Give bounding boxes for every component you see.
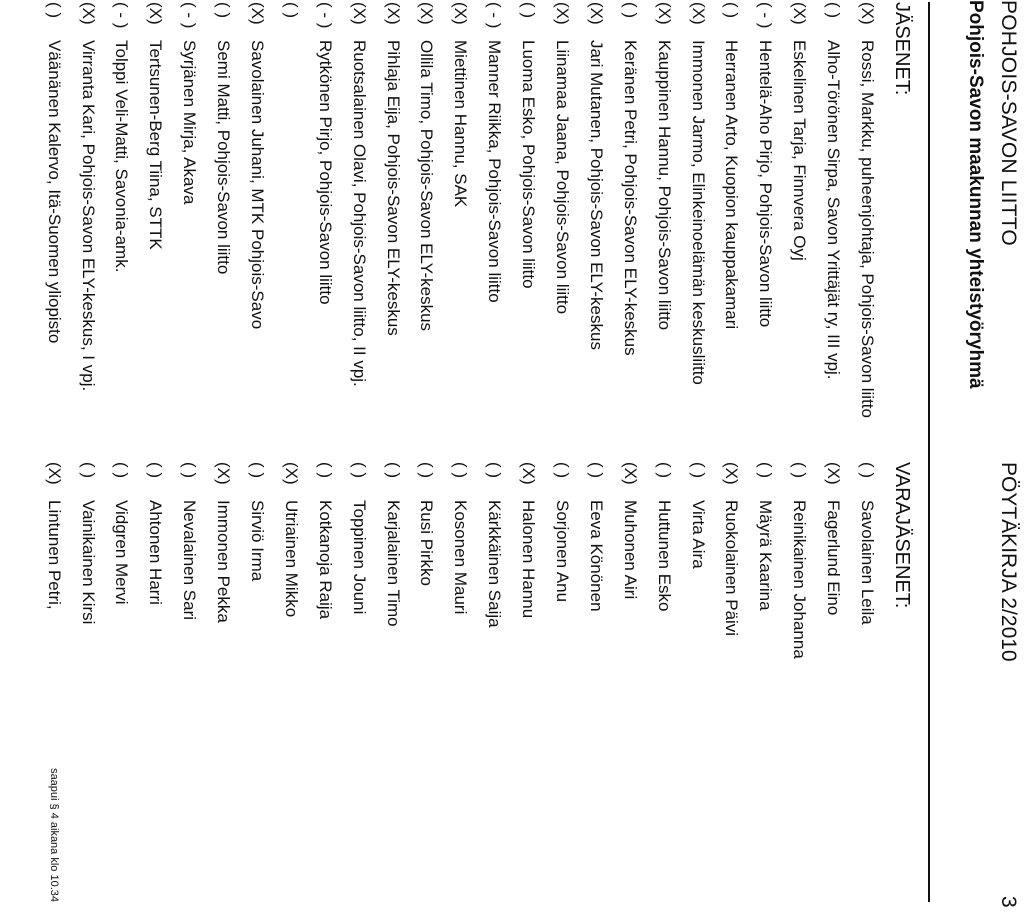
page-number: 3 bbox=[997, 896, 1020, 908]
person-name: Kotkanoja Raija bbox=[315, 500, 335, 620]
person-name: Rusi Pirkko bbox=[417, 500, 437, 586]
person-name: Karjalainen Timo bbox=[383, 500, 403, 627]
deputy-row bbox=[505, 462, 539, 902]
person-name: Fagerlund Eino bbox=[824, 500, 844, 616]
attendance-mark: (X) bbox=[688, 2, 708, 25]
attendance-mark: ( ) bbox=[214, 2, 234, 19]
attendance-mark: (X) bbox=[790, 2, 810, 25]
attendance-mark: (X) bbox=[824, 462, 844, 485]
attendance-mark: ( ) bbox=[586, 462, 606, 479]
attendance-mark: ( ) bbox=[756, 462, 776, 479]
member-row bbox=[99, 2, 133, 442]
person-name: Utriainen Mikko bbox=[281, 500, 301, 618]
member-row bbox=[132, 2, 166, 442]
person-name: Sorjonen Anu bbox=[552, 500, 572, 603]
attendance-mark: (X) bbox=[858, 2, 877, 25]
attendance-mark: (X) bbox=[722, 462, 742, 485]
deputy-row bbox=[132, 462, 166, 902]
deputy-row bbox=[437, 462, 471, 902]
attendance-mark: (X) bbox=[44, 462, 64, 485]
deputy-row bbox=[370, 462, 404, 902]
person-name: Hentelä-Aho Pirjo, Pohjois-Savon liitto bbox=[756, 40, 776, 328]
deputies-heading: VARAJÄSENET: bbox=[891, 462, 913, 609]
deputy-row bbox=[404, 462, 438, 902]
deputy-row bbox=[31, 462, 65, 902]
arrival-note: saapui § 4 aikana klo 10.34 bbox=[47, 768, 60, 902]
person-name: Semi Matti, Pohjois-Savon liitto bbox=[214, 40, 234, 275]
attendance-mark: (X) bbox=[214, 462, 234, 485]
person-name: Ruokolainen Päivi bbox=[722, 500, 742, 637]
deputy-row bbox=[99, 462, 133, 902]
deputy-row bbox=[200, 462, 234, 902]
attendance-mark: (X) bbox=[620, 462, 640, 485]
deputy-row bbox=[641, 462, 675, 902]
person-name: Savolainen Leila bbox=[858, 500, 877, 625]
attendance-mark: ( ) bbox=[790, 462, 810, 479]
deputy-row bbox=[471, 462, 505, 902]
person-name: Muhonen Airi bbox=[620, 500, 640, 600]
deputy-row bbox=[268, 462, 302, 902]
member-row bbox=[166, 2, 200, 442]
person-name: Kauppinen Hannu, Pohjois-Savon liitto bbox=[654, 40, 674, 331]
attendance-mark: (X) bbox=[519, 462, 539, 485]
member-row bbox=[302, 2, 336, 442]
deputy-row bbox=[573, 462, 607, 902]
attendance-mark: ( ) bbox=[78, 462, 98, 479]
member-row bbox=[709, 2, 743, 442]
deputy-row bbox=[607, 462, 641, 902]
person-name: Tertsunen-Berg Tiina, STTK bbox=[146, 40, 166, 250]
attendance-mark: ( ) bbox=[417, 462, 437, 479]
attendance-mark: ( ) bbox=[519, 2, 539, 19]
person-name: Lintunen Petri, bbox=[44, 500, 64, 610]
member-row bbox=[234, 2, 268, 442]
member-row bbox=[641, 2, 675, 442]
person-name: Kosonen Mauri bbox=[451, 500, 471, 615]
person-name: Jari Mutanen, Pohjois-Savon ELY-keskus bbox=[586, 40, 606, 350]
attendance-mark: ( ) bbox=[44, 2, 64, 19]
person-name: Huttunen Esko bbox=[654, 500, 674, 612]
person-name: Herranen Arto, Kuopion kauppakamari bbox=[722, 40, 742, 330]
deputies-column bbox=[31, 462, 914, 902]
attendance-mark: (X) bbox=[552, 2, 572, 25]
deputy-row bbox=[844, 462, 878, 902]
person-name: Kärkkäinen Saija bbox=[485, 500, 505, 628]
member-row bbox=[31, 2, 65, 442]
person-name: Reinikainen Johanna bbox=[790, 500, 810, 659]
deputy-row bbox=[776, 462, 810, 902]
person-name: Toppinen Jouni bbox=[349, 500, 369, 615]
member-row bbox=[742, 2, 776, 442]
member-row bbox=[437, 2, 471, 442]
person-name: Väänänen Kalervo, Itä-Suomen yliopisto bbox=[44, 40, 64, 344]
deputy-row bbox=[302, 462, 336, 902]
member-row bbox=[675, 2, 709, 442]
person-name: Vainikainen Kirsi bbox=[78, 500, 98, 625]
person-name: Ollila Timo, Pohjois-Savon ELY-keskus bbox=[417, 40, 437, 332]
attendance-mark: ( ) bbox=[180, 462, 200, 479]
organization-header: POHJOIS-SAVON LIITTO bbox=[997, 0, 1020, 246]
member-row bbox=[810, 2, 844, 442]
deputy-row bbox=[810, 462, 844, 902]
attendance-mark: ( ) bbox=[349, 462, 369, 479]
header-rule bbox=[928, 2, 930, 902]
attendance-mark: ( - ) bbox=[756, 2, 776, 29]
member-row bbox=[607, 2, 641, 442]
attendance-mark: ( ) bbox=[112, 462, 132, 479]
deputy-row bbox=[539, 462, 573, 902]
person-name: Nevalainen Sari bbox=[180, 500, 200, 621]
members-heading: JÄSENET: bbox=[891, 2, 913, 96]
attendance-mark: ( ) bbox=[552, 462, 572, 479]
attendance-mark: ( ) bbox=[824, 2, 844, 19]
person-name: Virta Aira bbox=[688, 500, 708, 569]
attendance-mark: (X) bbox=[78, 2, 98, 25]
person-name: Rytkönen Pirjo, Pohjois-Savon liitto bbox=[315, 40, 335, 305]
attendance-mark: ( - ) bbox=[180, 2, 200, 29]
member-row bbox=[268, 2, 302, 442]
deputy-row bbox=[65, 462, 99, 902]
person-name: Rossi, Markku, puheenjohtaja, Pohjois-Savon liitto bbox=[858, 40, 877, 418]
attendance-mark: ( - ) bbox=[485, 2, 505, 29]
deputy-row bbox=[166, 462, 200, 902]
attendance-mark: ( - ) bbox=[315, 2, 335, 29]
member-row bbox=[776, 2, 810, 442]
person-name: Eskelinen Tarja, Finnvera Oyj bbox=[790, 40, 810, 261]
person-name: Halonen Hannu bbox=[519, 500, 539, 619]
person-name: Vidgren Mervi bbox=[112, 500, 132, 605]
person-name: Luoma Esko, Pohjois-Savon liitto bbox=[519, 40, 539, 289]
attendance-mark: ( ) bbox=[485, 462, 505, 479]
attendance-mark: ( ) bbox=[722, 2, 742, 19]
person-name: Syrjänen Mirja, Akava bbox=[180, 40, 200, 205]
person-name: Ruotsalainen Olavi, Pohjois-Savon liitto, II vpj. bbox=[349, 40, 369, 387]
member-row bbox=[844, 2, 878, 442]
attendance-mark: (X) bbox=[281, 462, 301, 485]
attendance-mark: ( ) bbox=[451, 462, 471, 479]
document-header: PÖYTÄKIRJA 2/2010 bbox=[997, 462, 1020, 662]
attendance-mark: (X) bbox=[349, 2, 369, 25]
members-list bbox=[31, 2, 878, 442]
attendance-mark: ( ) bbox=[620, 2, 640, 19]
person-name: Manner Riikka, Pohjois-Savon liitto bbox=[485, 40, 505, 303]
attendance-mark: (X) bbox=[247, 2, 267, 25]
members-column bbox=[31, 2, 914, 442]
person-name: Pihlaja Eija, Pohjois-Savon ELY-keskus bbox=[383, 40, 403, 336]
attendance-mark: ( - ) bbox=[112, 2, 132, 29]
attendance-mark: (X) bbox=[654, 2, 674, 25]
person-name: Ahtonen Harri bbox=[146, 500, 166, 605]
deputy-row bbox=[234, 462, 268, 902]
attendance-mark: ( ) bbox=[688, 462, 708, 479]
member-row bbox=[505, 2, 539, 442]
member-row bbox=[65, 2, 99, 442]
member-row bbox=[200, 2, 234, 442]
member-row bbox=[336, 2, 370, 442]
attendance-mark: (X) bbox=[417, 2, 437, 25]
member-row bbox=[471, 2, 505, 442]
person-name: Immonen Jarmo, Elinkeinoelämän keskusliitto bbox=[688, 40, 708, 385]
person-name: Keränen Petri, Pohjois-Savon ELY-keskus bbox=[620, 40, 640, 356]
person-name: Liinamaa Jaana, Pohjois-Savon liitto bbox=[552, 40, 572, 315]
member-row bbox=[539, 2, 573, 442]
attendance-mark: (X) bbox=[383, 2, 403, 25]
member-row bbox=[573, 2, 607, 442]
attendance-mark: ( ) bbox=[247, 462, 267, 479]
attendance-mark: ( ) bbox=[315, 462, 335, 479]
attendance-mark: (X) bbox=[451, 2, 471, 25]
deputy-row bbox=[709, 462, 743, 902]
attendance-mark: (X) bbox=[586, 2, 606, 25]
deputy-row bbox=[336, 462, 370, 902]
page-title: Pohjois-Savon maakunnan yhteistyöryhmä bbox=[965, 0, 986, 389]
person-name: Immonen Pekka bbox=[214, 500, 234, 623]
person-name: Eeva Könönen bbox=[586, 500, 606, 612]
attendance-mark: ( ) bbox=[383, 462, 403, 479]
person-name: Miettinen Hannu, SAK bbox=[451, 40, 471, 208]
attendance-mark: ( ) bbox=[146, 462, 166, 479]
person-name: Mäyrä Kaarina bbox=[756, 500, 776, 611]
attendance-mark: ( ) bbox=[654, 462, 674, 479]
person-name: Alho-Törönen Sirpa, Savon Yrittäjät ry, III vpj. bbox=[824, 40, 844, 380]
attendance-mark: ( ) bbox=[858, 462, 877, 479]
member-row bbox=[404, 2, 438, 442]
person-name: Virranta Kari, Pohjois-Savon ELY-keskus, I vpj. bbox=[78, 40, 98, 392]
attendance-mark: (X) bbox=[146, 2, 166, 25]
deputy-row bbox=[675, 462, 709, 902]
deputy-row bbox=[742, 462, 776, 902]
attendance-mark: ( ) bbox=[281, 2, 301, 19]
person-name: Savolainen Juhani, MTK Pohjois-Savo bbox=[247, 40, 267, 330]
deputies-list bbox=[31, 462, 878, 902]
member-row bbox=[370, 2, 404, 442]
person-name: Sirviö Irma bbox=[247, 500, 267, 582]
person-name: Tolppi Veli-Matti, Savonia-amk. bbox=[112, 40, 132, 273]
